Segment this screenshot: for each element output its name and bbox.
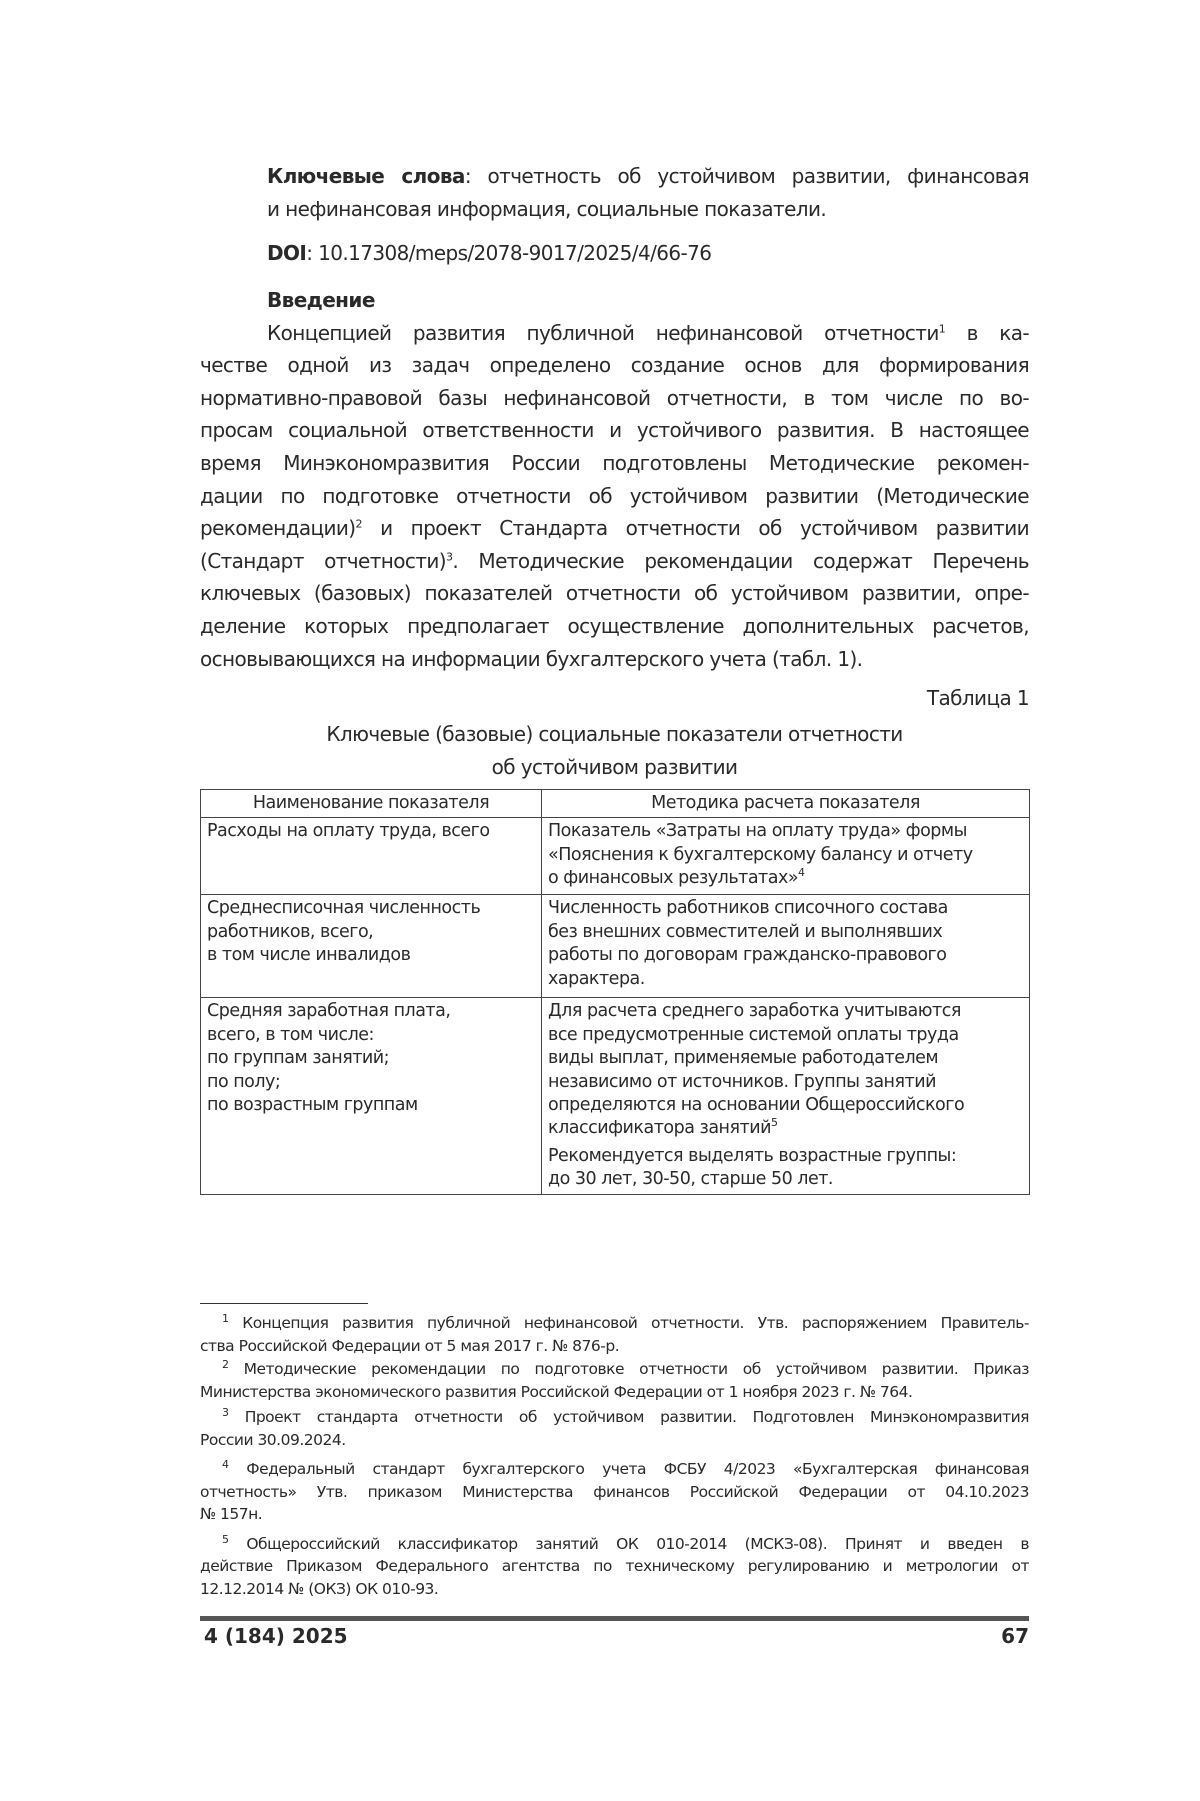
text: нормативно-правовой базы нефинансовой отчетности, в том числе по во-	[200, 382, 1029, 415]
table-row	[201, 895, 1030, 998]
text: до 30 лет, 30-50, старше 50 лет.	[548, 1168, 1023, 1191]
table-title	[200, 718, 1029, 784]
footnote-separator	[200, 1303, 368, 1304]
keywords-label: Ключевые слова	[267, 164, 465, 188]
text: Министерства экономического развития Российской Федерации от 1 ноября 2023 г. № 764.	[200, 1381, 1029, 1404]
footnote-ref: 1	[939, 322, 945, 335]
footnote-number: 5	[222, 1533, 229, 1546]
text: Проект стандарта отчетности об устойчивом развитии. Подготовлен Минэкономразвития	[245, 1408, 1029, 1426]
doi-label: DOI	[267, 241, 306, 265]
section-heading: Введение	[267, 288, 375, 312]
text: по группам занятий;	[207, 1047, 535, 1070]
keywords-text: : отчетность об устойчивом развитии, финансовая	[465, 164, 1029, 188]
footnote-ref: 4	[798, 866, 805, 879]
text: отчетность» Утв. приказом Министерства финансов Российской Федерации от 04.10.2023	[200, 1481, 1029, 1504]
footnote-ref: 2	[355, 518, 361, 531]
text: основывающихся на информации бухгалтерского учета (табл. 1).	[200, 643, 1029, 676]
text: в ка-	[967, 321, 1029, 345]
footnote	[200, 1312, 1029, 1357]
footnote	[200, 1533, 1029, 1601]
text: просам социальной ответственности и устойчивого развития. В настоящее	[200, 414, 1029, 447]
indicator-name	[201, 998, 542, 1194]
indicator-method	[542, 998, 1030, 1194]
text: Федеральный стандарт бухгалтерского учета ФСБУ 4/2023 «Бухгалтерская финансовая	[246, 1460, 1029, 1478]
footnote-number: 3	[222, 1406, 229, 1419]
table-title-line: об устойчивом развитии	[200, 751, 1029, 784]
text: рекомендации)	[200, 516, 355, 540]
text: ключевых (базовых) показателей отчетности об устойчивом развитии, опре-	[200, 577, 1029, 610]
table-title-line: Ключевые (базовые) социальные показатели отчетности	[200, 718, 1029, 751]
text: «Пояснения к бухгалтерскому балансу и отчету	[548, 844, 1023, 867]
column-header: Наименование показателя	[201, 790, 542, 818]
footnotes	[200, 1312, 1029, 1600]
text: дации по подготовке отчетности об устойчивом развитии (Методические	[200, 480, 1029, 513]
text: Численность работников списочного состава	[548, 897, 1023, 920]
indicator-name	[201, 895, 542, 998]
footnote	[200, 1458, 1029, 1526]
footnote	[200, 1406, 1029, 1451]
indicator-method	[542, 818, 1030, 895]
text: . Методические рекомендации содержат Перечень	[452, 549, 1029, 573]
text: в том числе инвалидов	[207, 944, 535, 967]
text: по полу;	[207, 1071, 535, 1094]
indicators-table	[200, 789, 1030, 1195]
text: Расходы на оплату труда, всего	[207, 820, 535, 843]
footnote-number: 2	[222, 1358, 229, 1371]
text: классификатора занятий	[548, 1118, 771, 1138]
keywords-text: и нефинансовая информация, социальные показатели.	[200, 193, 1029, 226]
text: Общероссийский классификатор занятий ОК 010-2014 (МСКЗ-08). Принят и введен в	[246, 1535, 1029, 1553]
indicator-name	[201, 818, 542, 895]
text: Рекомендуется выделять возрастные группы:	[548, 1145, 1023, 1168]
text: 12.12.2014 № (ОКЗ) ОК 010-93.	[200, 1578, 1029, 1601]
text: Концепцией развития публичной нефинансовой отчетности	[267, 321, 939, 345]
text: № 157н.	[200, 1503, 1029, 1526]
keywords	[200, 160, 1029, 225]
footnote	[200, 1358, 1029, 1403]
text: виды выплат, применяемые работодателем	[548, 1047, 1023, 1070]
table-row	[201, 998, 1030, 1194]
text: без внешних совместителей и выполнявших	[548, 921, 1023, 944]
text: (Стандарт отчетности)	[200, 549, 446, 573]
text: работников, всего,	[207, 921, 535, 944]
indicator-method	[542, 895, 1030, 998]
table-row	[201, 818, 1030, 895]
doi	[200, 237, 1096, 270]
text: Для расчета среднего заработка учитываются	[548, 1000, 1023, 1023]
footnote-number: 4	[222, 1458, 229, 1471]
footnote-number: 1	[222, 1312, 229, 1325]
text: независимо от источников. Группы занятий	[548, 1071, 1023, 1094]
column-header: Методика расчета показателя	[542, 790, 1030, 818]
table-number: Таблица 1	[200, 682, 1029, 715]
text: по возрастным группам	[207, 1094, 535, 1117]
text: Методические рекомендации по подготовке отчетности об устойчивом развитии. Приказ	[244, 1360, 1029, 1378]
text: о финансовых результатах»	[548, 868, 798, 888]
text: все предусмотренные системой оплаты труда	[548, 1024, 1023, 1047]
text: характера.	[548, 968, 1023, 991]
text: работы по договорам гражданско-правового	[548, 944, 1023, 967]
text: деление которых предполагает осуществление дополнительных расчетов,	[200, 610, 1029, 643]
issue-number: 4 (184) 2025	[204, 1624, 348, 1648]
table-header-row	[201, 790, 1030, 818]
text: всего, в том числе:	[207, 1024, 535, 1047]
text: действие Приказом Федерального агентства по техническому регулированию и метрологии от	[200, 1555, 1029, 1578]
text: Концепция развития публичной нефинансовой отчетности. Утв. распоряжением Правитель-	[242, 1314, 1029, 1332]
page-number: 67	[1001, 1624, 1029, 1648]
text: и проект Стандарта отчетности об устойчивом развитии	[380, 516, 1029, 540]
text: ства Российской Федерации от 5 мая 2017 г. № 876-р.	[200, 1335, 1029, 1358]
footnote-ref: 3	[446, 550, 452, 563]
text: Средняя заработная плата,	[207, 1000, 535, 1023]
text: России 30.09.2024.	[200, 1429, 1029, 1452]
footnote-ref: 5	[771, 1117, 778, 1130]
text: определяются на основании Общероссийского	[548, 1094, 1023, 1117]
text: Среднесписочная численность	[207, 897, 535, 920]
doi-value: : 10.17308/meps/2078-9017/2025/4/66-76	[306, 241, 711, 265]
text: честве одной из задач определено создание основ для формирования	[200, 349, 1029, 382]
text: Показатель «Затраты на оплату труда» формы	[548, 820, 1023, 843]
introduction	[200, 284, 1029, 675]
footer-rule	[200, 1616, 1029, 1621]
text: время Минэкономразвития России подготовлены Методические рекомен-	[200, 447, 1029, 480]
